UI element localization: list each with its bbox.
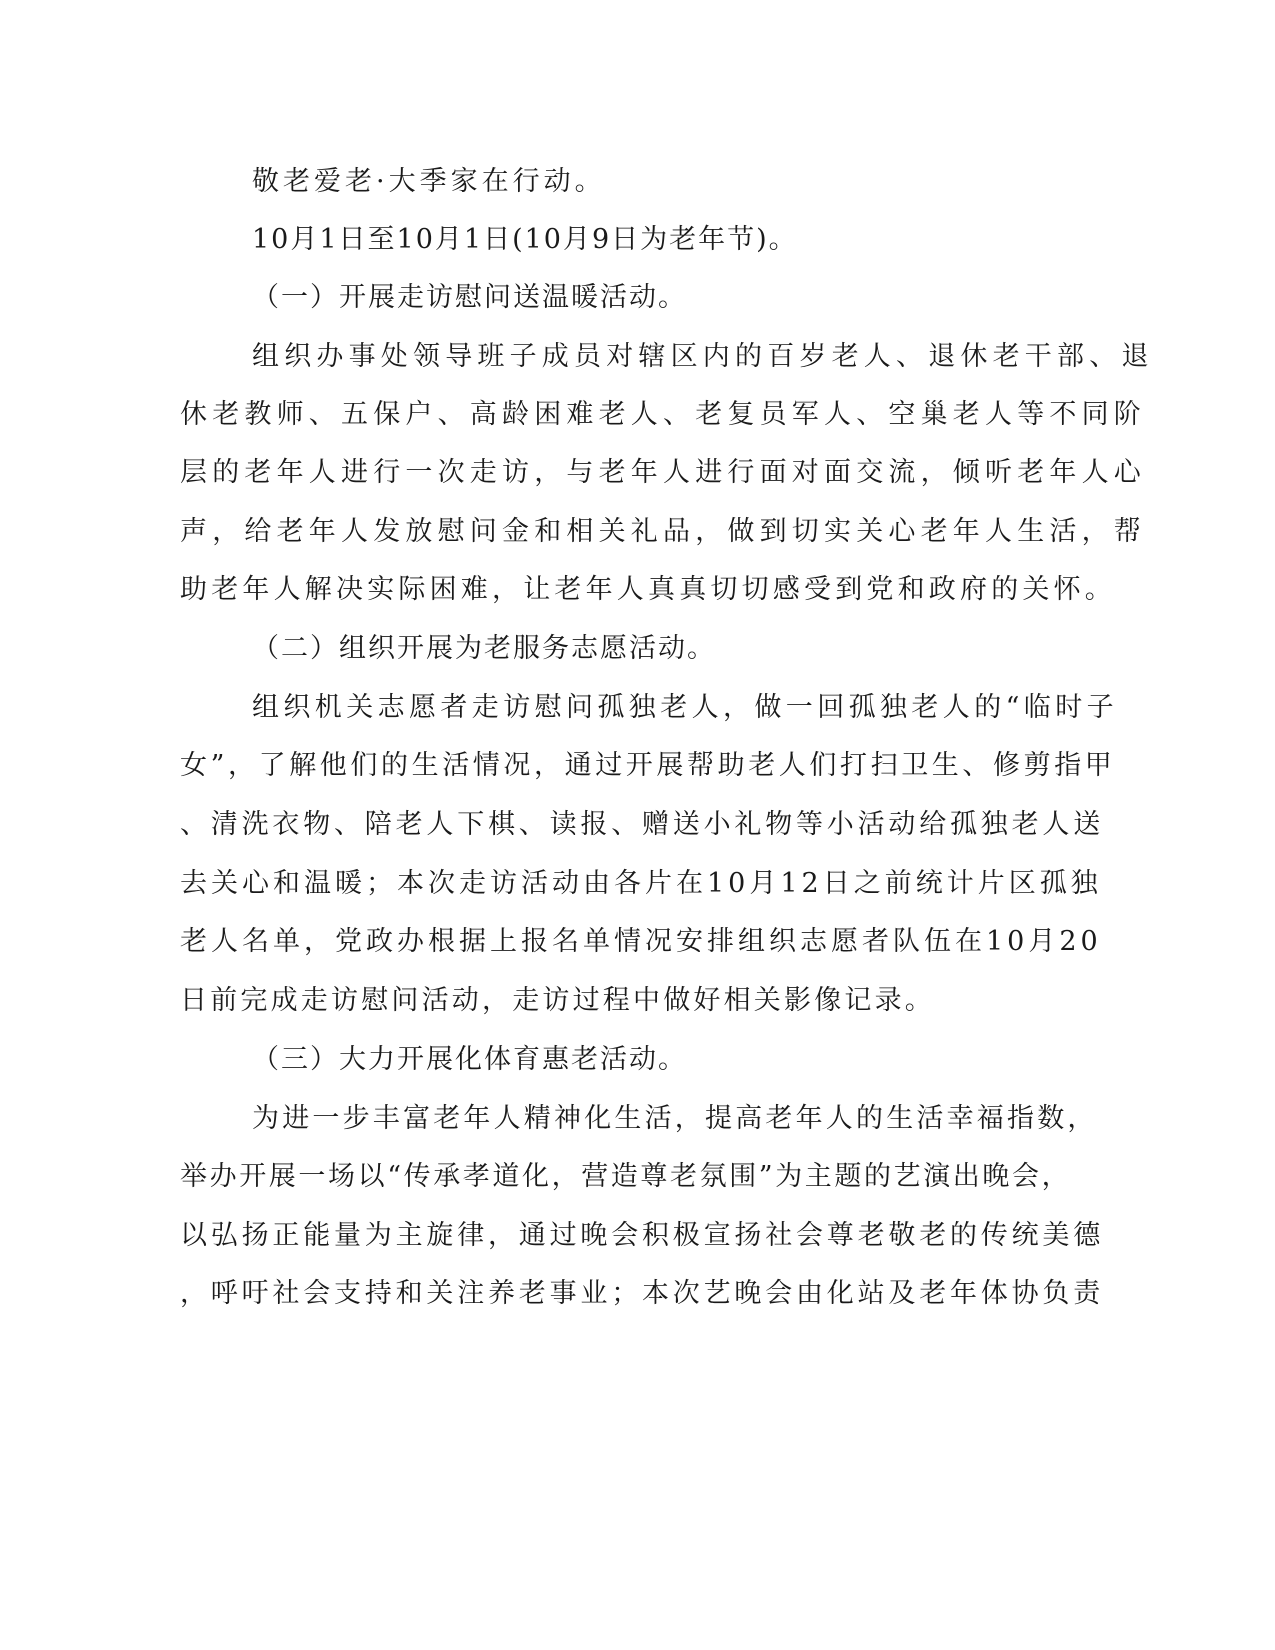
text-line-7: 声，给老年人发放慰问金和相关礼品，做到切实关心老年人生活，帮 bbox=[180, 516, 1146, 547]
text-line-8: 助老年人解决实际困难，让老年人真真切切感受到党和政府的关怀。 bbox=[180, 574, 1116, 605]
text-line-19: 以弘扬正能量为主旋律，通过晚会积极宣扬社会尊老敬老的传统美德 bbox=[180, 1220, 1104, 1251]
text-line-17: 为进一步丰富老年人精神化生活，提高老年人的生活幸福指数， bbox=[252, 1103, 1098, 1134]
section-heading-1: （一）开展走访慰问送温暖活动。 bbox=[252, 282, 687, 313]
text-line-2: 10月1日至10月1日(10月9日为老年节)。 bbox=[252, 224, 798, 255]
text-line-11: 女”，了解他们的生活情况，通过开展帮助老人们打扫卫生、修剪指甲 bbox=[180, 750, 1116, 781]
text-line-13: 去关心和温暖；本次走访活动由各片在10月12日之前统计片区孤独 bbox=[180, 868, 1102, 899]
text-line-5: 休老教师、五保户、高龄困难老人、老复员军人、空巢老人等不同阶 bbox=[180, 399, 1146, 430]
text-line-1: 敬老爱老·大季家在行动。 bbox=[252, 166, 606, 197]
section-heading-2: （二）组织开展为老服务志愿活动。 bbox=[252, 633, 716, 664]
text-line-18: 举办开展一场以“传承孝道化，营造尊老氛围”为主题的艺演出晚会， bbox=[180, 1161, 1072, 1192]
text-line-20: ，呼吁社会支持和关注养老事业；本次艺晚会由化站及老年体协负责 bbox=[180, 1278, 1104, 1309]
text-line-12: 、清洗衣物、陪老人下棋、读报、赠送小礼物等小活动给孤独老人送 bbox=[180, 809, 1104, 840]
text-line-14: 老人名单，党政办根据上报名单情况安排组织志愿者队伍在10月20 bbox=[180, 926, 1102, 957]
text-line-15: 日前完成走访慰问活动，走访过程中做好相关影像记录。 bbox=[180, 985, 935, 1016]
text-line-6: 层的老年人进行一次走访，与老年人进行面对面交流，倾听老年人心 bbox=[180, 457, 1146, 488]
text-line-4: 组织办事处领导班子成员对辖区内的百岁老人、退休老干部、退 bbox=[252, 341, 1154, 372]
text-line-10: 组织机关志愿者走访慰问孤独老人，做一回孤独老人的“临时子 bbox=[252, 692, 1119, 723]
section-heading-3: （三）大力开展化体育惠老活动。 bbox=[252, 1044, 687, 1075]
